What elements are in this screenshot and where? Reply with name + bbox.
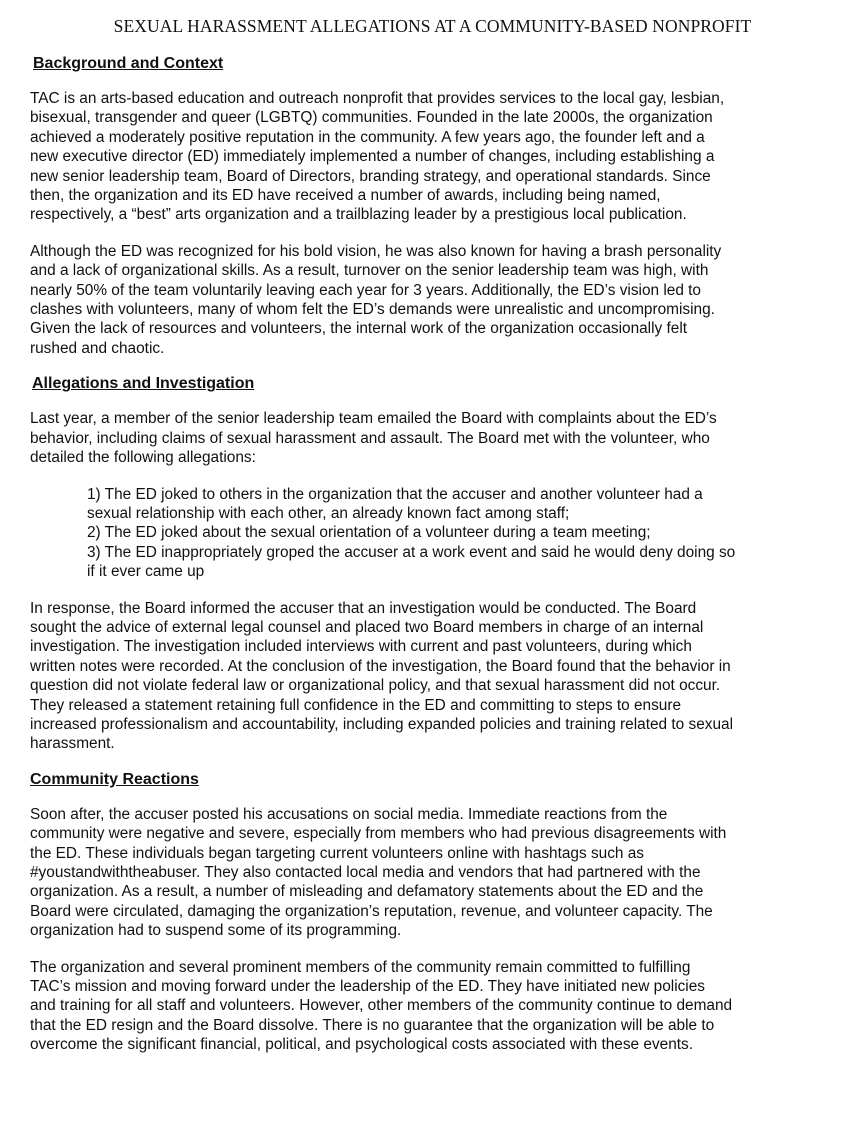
document-title: SEXUAL HARASSMENT ALLEGATIONS AT A COMMUNITY-BASED NONPROFIT: [113, 16, 752, 36]
text-line: organization. As a result, a number of misleading and defamatory statements about the ED and the: [30, 883, 704, 901]
text-line: overcome the significant financial, political, and psychological costs associated with these events.: [30, 1036, 694, 1054]
text-line: harassment.: [30, 735, 115, 753]
text-line: question did not violate federal law or organizational policy, and that sexual harassment did not occur.: [30, 677, 721, 695]
text-line: and a lack of organizational skills. As a result, turnover on the senior leadership team was high, with: [30, 262, 709, 280]
text-line: achieved a moderately positive reputation in the community. A few years ago, the founder left and a: [30, 128, 705, 146]
list-item: 2) The ED joked about the sexual orientation of a volunteer during a team meeting;: [87, 524, 651, 542]
paragraph-background-1: [30, 89, 825, 225]
text-line: nearly 50% of the team voluntarily leaving each year for 3 years. Additionally, the ED’s vision led to: [30, 281, 701, 299]
section-heading-allegations: Allegations and Investigation: [32, 375, 255, 393]
text-line: TAC is an arts-based education and outreach nonprofit that provides services to the local gay, lesbian,: [30, 90, 725, 107]
text-line: They released a statement retaining full confidence in the ED and committing to steps to ensure: [30, 696, 682, 714]
section-heading-community: Community Reactions: [30, 770, 199, 788]
text-line: then, the organization and its ED have received a number of awards, including being named,: [30, 187, 661, 205]
text-line: organization had to suspend some of its programming.: [30, 922, 402, 940]
list-item: 1) The ED joked to others in the organization that the accuser and another volunteer had a: [87, 485, 703, 503]
paragraph-background-2: [30, 242, 825, 358]
text-line: that the ED resign and the Board dissolve. There is no guarantee that the organization will be able to: [30, 1016, 715, 1034]
text-line: written notes were recorded. At the conclusion of the investigation, the Board found that the behavior in: [30, 657, 731, 675]
list-item: if it ever came up: [87, 563, 205, 581]
text-line: community were negative and severe, especially from members who had previous disagreements with: [30, 825, 727, 843]
text-line: Although the ED was recognized for his bold vision, he was also known for having a brash personality: [30, 242, 722, 260]
paragraph-allegations-1: [30, 409, 825, 467]
text-line: Last year, a member of the senior leadership team emailed the Board with complaints about the ED’s: [30, 410, 717, 428]
text-line: sought the advice of external legal counsel and placed two Board members in charge of an internal: [30, 618, 704, 636]
text-line: clashes with volunteers, many of whom felt the ED’s demands were unrealistic and uncompromising.: [30, 301, 715, 319]
text-line: behavior, including claims of sexual harassment and assault. The Board met with the volunteer, who: [30, 429, 710, 447]
text-line: new senior leadership team, Board of Directors, branding strategy, and operational standards. Since: [30, 167, 711, 185]
paragraph-community-1: [30, 805, 825, 941]
text-line: investigation. The investigation included interviews with current and past volunteers, during which: [30, 638, 692, 656]
text-line: Board were circulated, damaging the organization’s reputation, revenue, and volunteer capacity. The: [30, 902, 713, 920]
text-line: and training for all staff and volunteers. However, other members of the community continue to demand: [30, 997, 733, 1015]
text-line: respectively, a “best” arts organization and a trailblazing leader by a prestigious local publication.: [30, 206, 687, 224]
text-line: detailed the following allegations:: [30, 449, 256, 467]
text-line: In response, the Board informed the accuser that an investigation would be conducted. The Board: [30, 599, 697, 617]
allegations-list: [87, 485, 825, 582]
text-line: #youstandwiththeabuser. They also contacted local media and vendors that had partnered with the: [30, 864, 701, 881]
text-line: Soon after, the accuser posted his accusations on social media. Immediate reactions from the: [30, 805, 668, 823]
text-line: rushed and chaotic.: [30, 339, 165, 357]
text-line: TAC’s mission and moving forward under the leadership of the ED. They have initiated new policies: [30, 978, 705, 996]
list-item: 3) The ED inappropriately groped the accuser at a work event and said he would deny doing so: [87, 543, 736, 561]
text-line: The organization and several prominent members of the community remain committed to fulfilling: [30, 958, 691, 976]
list-item: sexual relationship with each other, an already known fact among staff;: [87, 504, 570, 522]
paragraph-community-2: [30, 958, 825, 1055]
paragraph-allegations-2: [30, 599, 825, 754]
text-line: increased professionalism and accountability, including expanded policies and training related to sexual: [30, 715, 733, 733]
text-line: the ED. These individuals began targeting current volunteers online with hashtags such as: [30, 844, 645, 862]
text-line: bisexual, transgender and queer (LGBTQ) communities. Founded in the late 2000s, the organization: [30, 109, 713, 127]
text-line: Given the lack of resources and volunteers, the internal work of the organization occasionally felt: [30, 320, 688, 338]
section-heading-background: Background and Context: [33, 55, 224, 72]
text-line: new executive director (ED) immediately implemented a number of changes, including establishing a: [30, 148, 715, 166]
